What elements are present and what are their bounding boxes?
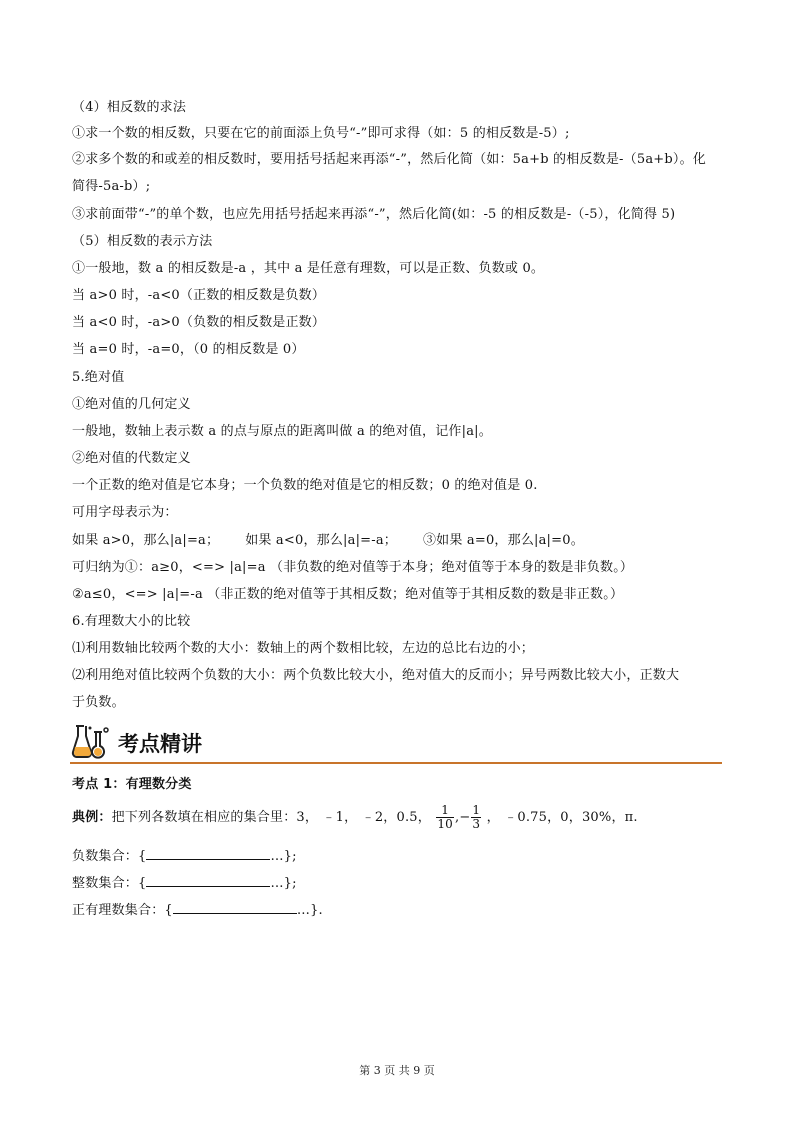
section-divider [70, 762, 722, 764]
text-line: ①绝对值的几何定义 [72, 397, 191, 412]
text-line: ⑵利用绝对值比较两个负数的大小：两个负数比较大小，绝对值大的反而小；异号两数比较大小，正数大 [72, 668, 680, 683]
text-line: 当 a<0 时，-a>0（负数的相反数是正数） [72, 315, 326, 330]
text-line: 可用字母表示为： [72, 505, 178, 520]
text-line: 当 a>0 时，-a<0（正数的相反数是负数） [72, 288, 326, 303]
fraction [471, 804, 481, 831]
example-label: 典例： [72, 810, 112, 825]
answer-blank[interactable] [146, 874, 270, 887]
text-line: 一个正数的绝对值是它本身；一个负数的绝对值是它的相反数；0 的绝对值是 0. [72, 478, 538, 493]
fraction-denominator: 10 [437, 817, 453, 831]
example-line [72, 803, 638, 835]
text-line: 简得-5a-b）; [72, 179, 151, 194]
fraction-denominator: 3 [472, 817, 481, 831]
text-line: 5.绝对值 [72, 370, 125, 385]
text-line: 一般地，数轴上表示数 a 的点与原点的距离叫做 a 的绝对值，记作|a|。 [72, 424, 492, 439]
section-title: 考点精讲 [118, 732, 202, 756]
text-line: ②求多个数的和或差的相反数时，要用括号括起来再添“-”，然后化简（如：5a+b 的相反数是-（5a+b）。化 [72, 152, 706, 167]
set-negative [72, 847, 297, 866]
example-text-after: ， ﹣0.75，0，30%，π. [486, 810, 638, 825]
text-line: 如果 a>0，那么|a|=a； 如果 a<0，那么|a|=-a； ③如果 a=0，那么|a|=0。 [72, 533, 584, 548]
set-label: 整数集合：{ [72, 876, 147, 891]
set-end: …}. [296, 903, 323, 918]
example-text: 把下列各数填在相应的集合里：3， ﹣1， ﹣2，0.5， [111, 810, 431, 825]
text-line: ⑴利用数轴比较两个数的大小：数轴上的两个数相比较，左边的总比右边的小； [72, 641, 535, 656]
fraction-separator: ,− [454, 810, 471, 825]
fraction-numerator: 1 [472, 803, 481, 817]
answer-blank[interactable] [146, 847, 270, 860]
text-line: ①一般地，数 a 的相反数是-a ，其中 a 是任意有理数，可以是正数、负数或 0。 [72, 261, 545, 276]
kaodian-title: 考点 1：有理数分类 [72, 777, 192, 792]
set-integer [72, 874, 297, 893]
set-label: 负数集合：{ [72, 849, 147, 864]
text-line: （4）相反数的求法 [72, 100, 187, 115]
text-line: ①求一个数的相反数，只要在它的前面添上负号“-”即可求得（如：5 的相反数是-5）; [72, 126, 570, 141]
text-line: 于负数。 [72, 695, 125, 710]
set-end: …}; [270, 876, 297, 891]
text-line: ③求前面带“-”的单个数，也应先用括号括起来再添“-”，然后化简(如：-5 的相反数是-（-5），化简得 5) [72, 207, 676, 222]
text-line: （5）相反数的表示方法 [72, 234, 213, 249]
text-line: ②a≤0，<=> |a|=-a （非正数的绝对值等于其相反数；绝对值等于其相反数的数是非正数。） [72, 587, 624, 602]
fraction-numerator: 1 [436, 804, 454, 818]
text-line: 6.有理数大小的比较 [72, 614, 191, 629]
section-header [70, 722, 722, 764]
fraction [436, 804, 454, 831]
text-line: 当 a=0 时，-a=0，（0 的相反数是 0） [72, 342, 305, 357]
answer-blank[interactable] [173, 901, 297, 914]
text-line: ②绝对值的代数定义 [72, 451, 191, 466]
page-footer: 第 3 页 共 9 页 [359, 1064, 435, 1077]
text-line: 可归纳为①：a≥0，<=> |a|=a （非负数的绝对值等于本身；绝对值等于本身的数是非负数。） [72, 560, 634, 575]
set-end: …}; [270, 849, 297, 864]
set-positive-rational [72, 901, 323, 920]
set-label: 正有理数集合：{ [72, 903, 173, 918]
flask-icon [70, 722, 114, 762]
